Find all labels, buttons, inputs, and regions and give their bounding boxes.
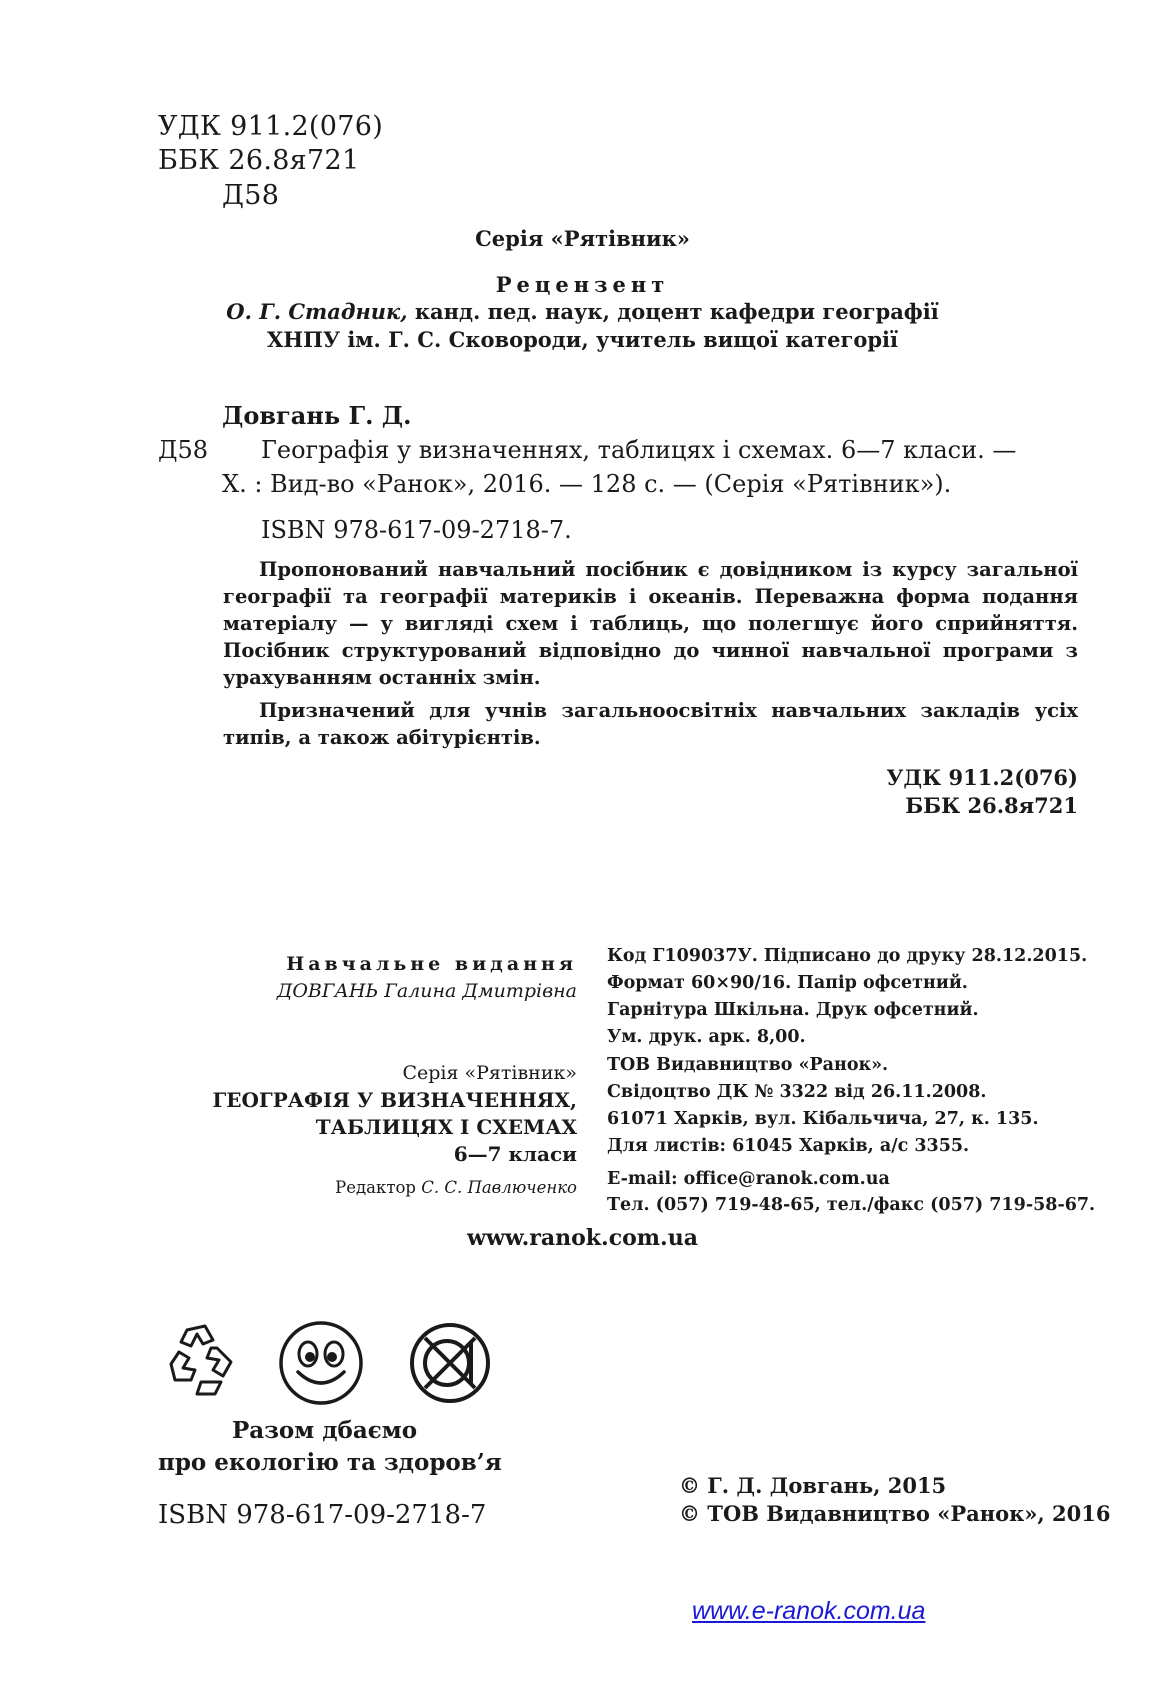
smiley-icon bbox=[276, 1318, 366, 1408]
imprint-right-line: Тел. (057) 719-48-65, тел./факс (057) 719-58-67. bbox=[607, 1195, 1096, 1215]
bbk-code-right: ББК 26.8я721 bbox=[905, 793, 1078, 818]
copyright-author: © Г. Д. Довгань, 2015 bbox=[679, 1473, 947, 1498]
imprint-right-line: Код Г109037У. Підписано до друку 28.12.2015. bbox=[607, 946, 1088, 966]
book-title-line-2: ТАБЛИЦЯХ І СХЕМАХ bbox=[315, 1115, 577, 1139]
reviewer-credentials: канд. пед. наук, доцент кафедри географії bbox=[407, 299, 939, 324]
reviewer-heading: Рецензент bbox=[495, 272, 670, 297]
eco-slogan-line-2: про екологію та здоров’я bbox=[158, 1449, 502, 1476]
author-mark: Д58 bbox=[222, 180, 280, 211]
annotation-paragraph-1: Пропонований навчальний посібник є довідником із курсу загальної географії та географії материків і океанів. Переважна форма подання матеріалу — у вигляді схем і таблиць, що полегшує його сприйняття. Посібник структурований відповідно до чинної навчальної програми з урахуванням останніх змін. bbox=[223, 558, 1078, 689]
imprint-right-line: Свідоцтво ДК № 3322 від 26.11.2008. bbox=[607, 1082, 987, 1102]
isbn-bottom: ISBN 978-617-09-2718-7 bbox=[158, 1500, 487, 1530]
reviewer-line-2: ХНПУ ім. Г. С. Сковороди, учитель вищої категорії bbox=[267, 327, 898, 352]
series-label: Серія «Рятівник» bbox=[475, 226, 690, 251]
book-title-line-1: ГЕОГРАФІЯ У ВИЗНАЧЕННЯХ, bbox=[212, 1088, 577, 1112]
annotation-paragraph-2: Призначений для учнів загальноосвітніх навчальних закладів усіх типів, а також абітурієнтів. bbox=[223, 699, 1078, 749]
imprint-right-line: Ум. друк. арк. 8,00. bbox=[607, 1027, 806, 1047]
bib-isbn: ISBN 978-617-09-2718-7. bbox=[261, 516, 572, 544]
publisher-website: www.ranok.com.ua bbox=[467, 1225, 698, 1251]
no-dry-clean-icon bbox=[407, 1320, 493, 1406]
editor-name: С. С. Павлюченко bbox=[421, 1178, 577, 1197]
imprint-right-line: ТОВ Видавництво «Ранок». bbox=[607, 1055, 889, 1075]
imprint-right-line: Для листів: 61045 Харків, а/с 3355. bbox=[607, 1136, 970, 1156]
imprint-right-line: 61071 Харків, вул. Кібальчича, 27, к. 135. bbox=[607, 1109, 1039, 1129]
udk-code: УДК 911.2(076) bbox=[158, 111, 384, 142]
bbk-code: ББК 26.8я721 bbox=[158, 145, 360, 176]
reviewer-name: О. Г. Стадник, bbox=[226, 299, 408, 324]
editor-label: Редактор bbox=[335, 1178, 416, 1197]
book-grades: 6—7 класи bbox=[453, 1142, 577, 1166]
imprint-right-line: Формат 60×90/16. Папір офсетний. bbox=[607, 973, 968, 993]
imprint-series: Серія «Рятівник» bbox=[402, 1062, 577, 1084]
bib-line-1: Географія у визначеннях, таблицях і схемах. 6—7 класи. — bbox=[261, 436, 1017, 464]
eco-slogan-line-1: Разом дбаємо bbox=[232, 1417, 418, 1444]
copyright-publisher: © ТОВ Видавництво «Ранок», 2016 bbox=[679, 1501, 1111, 1526]
bib-mark: Д58 bbox=[158, 436, 209, 464]
bib-author: Довгань Г. Д. bbox=[222, 401, 412, 430]
recycle-icon bbox=[157, 1318, 247, 1402]
bib-line-2: Х. : Вид-во «Ранок», 2016. — 128 с. — (Серія «Рятівник»). bbox=[222, 470, 952, 498]
author-full-name: ДОВГАНЬ Галина Дмитрівна bbox=[276, 980, 577, 1002]
reviewer-line-1 bbox=[0, 297, 1165, 326]
imprint-right-line: Гарнітура Шкільна. Друк офсетний. bbox=[607, 1000, 979, 1020]
e-ranok-link[interactable]: www.e-ranok.com.ua bbox=[692, 1597, 926, 1625]
edition-type: Навчальне видання bbox=[286, 953, 577, 975]
imprint-right-line: E-mail: office@ranok.com.ua bbox=[607, 1169, 890, 1189]
editor-line bbox=[335, 1174, 577, 1201]
udk-code-right: УДК 911.2(076) bbox=[886, 765, 1078, 790]
